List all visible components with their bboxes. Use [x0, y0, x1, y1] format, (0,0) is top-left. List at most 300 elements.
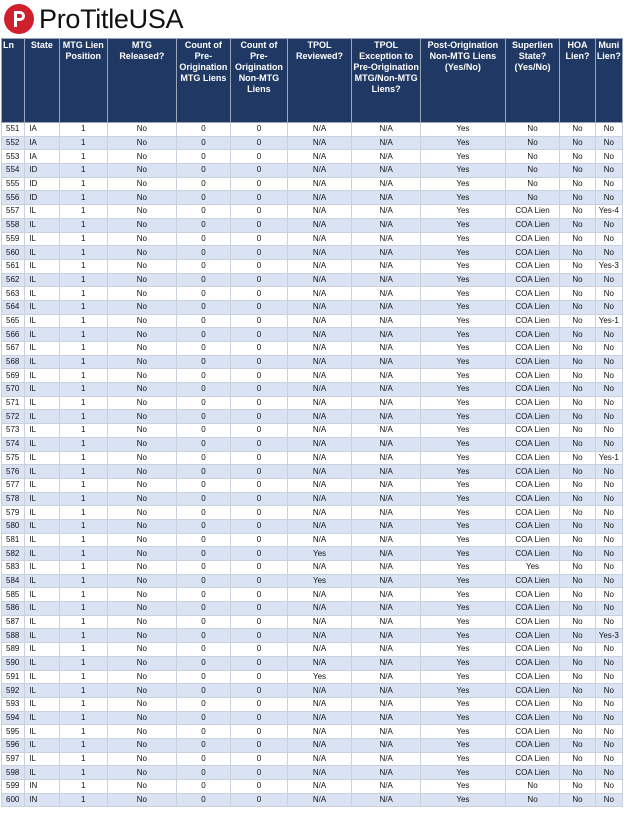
- table-cell: 1: [59, 588, 107, 602]
- table-cell: 0: [176, 191, 231, 205]
- table-cell: COA Lien: [505, 492, 560, 506]
- table-cell: COA Lien: [505, 342, 560, 356]
- table-row: [2, 300, 623, 314]
- table-cell: N/A: [287, 451, 352, 465]
- table-cell: No: [108, 561, 177, 575]
- table-cell: N/A: [287, 164, 352, 178]
- table-cell: No: [505, 136, 560, 150]
- table-cell: COA Lien: [505, 766, 560, 780]
- table-cell: 1: [59, 602, 107, 616]
- table-cell: N/A: [287, 752, 352, 766]
- table-cell: No: [595, 533, 622, 547]
- table-cell: COA Lien: [505, 259, 560, 273]
- table-cell: No: [595, 766, 622, 780]
- table-cell: N/A: [287, 519, 352, 533]
- table-cell: Yes: [420, 246, 505, 260]
- lien-table: [1, 38, 623, 807]
- table-cell: No: [108, 574, 177, 588]
- table-cell: No: [560, 697, 595, 711]
- table-cell: 0: [176, 273, 231, 287]
- table-cell: No: [595, 656, 622, 670]
- table-cell: COA Lien: [505, 355, 560, 369]
- table-cell: No: [108, 533, 177, 547]
- table-cell: IL: [25, 615, 59, 629]
- table-cell: 1: [59, 300, 107, 314]
- table-cell: 0: [176, 465, 231, 479]
- table-cell: Yes: [420, 725, 505, 739]
- table-cell: No: [560, 506, 595, 520]
- table-cell: N/A: [352, 383, 421, 397]
- table-cell: No: [595, 465, 622, 479]
- table-cell: 0: [231, 506, 288, 520]
- table-cell: N/A: [287, 437, 352, 451]
- table-cell: 0: [176, 383, 231, 397]
- table-cell: N/A: [352, 396, 421, 410]
- table-cell: Yes: [420, 205, 505, 219]
- table-cell: 563: [2, 287, 25, 301]
- table-cell: 0: [231, 656, 288, 670]
- table-cell: N/A: [287, 328, 352, 342]
- table-cell: 1: [59, 478, 107, 492]
- table-cell: 0: [176, 793, 231, 807]
- table-cell: IL: [25, 342, 59, 356]
- table-cell: No: [595, 519, 622, 533]
- table-cell: 0: [176, 232, 231, 246]
- table-cell: 0: [231, 300, 288, 314]
- table-cell: Yes: [420, 191, 505, 205]
- table-cell: IL: [25, 574, 59, 588]
- table-cell: N/A: [287, 218, 352, 232]
- table-cell: IL: [25, 547, 59, 561]
- table-cell: No: [595, 793, 622, 807]
- table-cell: Yes: [420, 519, 505, 533]
- table-cell: No: [595, 369, 622, 383]
- table-cell: COA Lien: [505, 205, 560, 219]
- table-cell: COA Lien: [505, 752, 560, 766]
- table-row: [2, 752, 623, 766]
- table-cell: IL: [25, 451, 59, 465]
- table-row: [2, 328, 623, 342]
- table-cell: N/A: [287, 191, 352, 205]
- table-cell: 0: [176, 205, 231, 219]
- table-row: [2, 451, 623, 465]
- table-cell: No: [560, 725, 595, 739]
- table-cell: 565: [2, 314, 25, 328]
- table-cell: 0: [176, 752, 231, 766]
- table-cell: COA Lien: [505, 533, 560, 547]
- table-cell: No: [505, 191, 560, 205]
- table-cell: 590: [2, 656, 25, 670]
- table-cell: N/A: [352, 355, 421, 369]
- table-cell: No: [108, 670, 177, 684]
- table-cell: No: [560, 232, 595, 246]
- table-row: [2, 150, 623, 164]
- table-cell: 558: [2, 218, 25, 232]
- table-cell: COA Lien: [505, 629, 560, 643]
- table-cell: 1: [59, 342, 107, 356]
- table-cell: No: [108, 328, 177, 342]
- table-cell: 0: [176, 478, 231, 492]
- table-cell: No: [560, 643, 595, 657]
- table-cell: No: [560, 752, 595, 766]
- table-cell: IL: [25, 287, 59, 301]
- table-cell: N/A: [287, 300, 352, 314]
- table-cell: 584: [2, 574, 25, 588]
- table-cell: N/A: [287, 656, 352, 670]
- table-cell: 0: [231, 684, 288, 698]
- table-cell: IL: [25, 259, 59, 273]
- table-row: [2, 547, 623, 561]
- table-cell: No: [505, 793, 560, 807]
- table-cell: 0: [176, 588, 231, 602]
- table-cell: 0: [176, 328, 231, 342]
- table-cell: 1: [59, 670, 107, 684]
- table-cell: No: [505, 123, 560, 137]
- table-cell: 1: [59, 629, 107, 643]
- table-cell: No: [108, 643, 177, 657]
- table-cell: N/A: [352, 684, 421, 698]
- table-row: [2, 396, 623, 410]
- table-cell: COA Lien: [505, 519, 560, 533]
- table-cell: No: [560, 738, 595, 752]
- table-cell: 0: [176, 547, 231, 561]
- table-cell: 0: [231, 355, 288, 369]
- table-cell: Yes: [420, 533, 505, 547]
- table-cell: 576: [2, 465, 25, 479]
- table-cell: 569: [2, 369, 25, 383]
- table-cell: No: [560, 259, 595, 273]
- table-cell: N/A: [287, 396, 352, 410]
- table-cell: No: [108, 150, 177, 164]
- table-cell: ID: [25, 164, 59, 178]
- table-cell: No: [560, 342, 595, 356]
- table-cell: IA: [25, 136, 59, 150]
- table-cell: N/A: [287, 711, 352, 725]
- table-cell: 1: [59, 123, 107, 137]
- table-cell: N/A: [352, 780, 421, 794]
- table-cell: 592: [2, 684, 25, 698]
- table-cell: 1: [59, 574, 107, 588]
- table-cell: IL: [25, 478, 59, 492]
- table-cell: 1: [59, 232, 107, 246]
- table-row: [2, 656, 623, 670]
- table-cell: 1: [59, 656, 107, 670]
- table-cell: Yes: [420, 629, 505, 643]
- table-cell: No: [560, 123, 595, 137]
- table-cell: Yes: [287, 547, 352, 561]
- table-cell: 0: [176, 643, 231, 657]
- table-cell: No: [108, 273, 177, 287]
- table-cell: No: [108, 246, 177, 260]
- column-header: Superlien State? (Yes/No): [505, 39, 560, 123]
- table-row: [2, 670, 623, 684]
- table-cell: No: [560, 369, 595, 383]
- table-row: [2, 711, 623, 725]
- table-cell: Yes: [420, 287, 505, 301]
- table-cell: 585: [2, 588, 25, 602]
- table-cell: 0: [231, 519, 288, 533]
- table-cell: No: [108, 259, 177, 273]
- table-cell: N/A: [352, 588, 421, 602]
- table-cell: COA Lien: [505, 437, 560, 451]
- table-cell: 0: [231, 437, 288, 451]
- table-cell: No: [560, 383, 595, 397]
- table-cell: N/A: [352, 218, 421, 232]
- table-cell: No: [560, 766, 595, 780]
- table-cell: No: [560, 519, 595, 533]
- table-cell: No: [595, 246, 622, 260]
- table-cell: No: [560, 136, 595, 150]
- table-cell: 567: [2, 342, 25, 356]
- column-header: HOA Lien?: [560, 39, 595, 123]
- table-cell: ID: [25, 191, 59, 205]
- table-cell: N/A: [352, 738, 421, 752]
- table-cell: No: [108, 615, 177, 629]
- table-cell: 1: [59, 369, 107, 383]
- column-header: TPOL Reviewed?: [287, 39, 352, 123]
- table-cell: 0: [231, 369, 288, 383]
- column-header: MTG Lien Position: [59, 39, 107, 123]
- table-cell: No: [108, 506, 177, 520]
- table-cell: 0: [231, 492, 288, 506]
- table-cell: 586: [2, 602, 25, 616]
- table-cell: 1: [59, 328, 107, 342]
- table-cell: N/A: [352, 519, 421, 533]
- table-cell: No: [560, 287, 595, 301]
- table-cell: COA Lien: [505, 725, 560, 739]
- table-cell: No: [595, 574, 622, 588]
- table-cell: 0: [231, 314, 288, 328]
- table-row: [2, 191, 623, 205]
- table-cell: 0: [231, 697, 288, 711]
- table-cell: N/A: [287, 136, 352, 150]
- table-cell: No: [108, 465, 177, 479]
- column-header: Count of Pre-Origination MTG Liens: [176, 39, 231, 123]
- table-cell: 571: [2, 396, 25, 410]
- table-cell: No: [560, 314, 595, 328]
- table-cell: No: [595, 670, 622, 684]
- table-cell: 0: [231, 670, 288, 684]
- table-cell: No: [595, 602, 622, 616]
- table-cell: 0: [231, 150, 288, 164]
- table-cell: 1: [59, 150, 107, 164]
- table-row: [2, 615, 623, 629]
- table-cell: IL: [25, 506, 59, 520]
- table-cell: No: [595, 725, 622, 739]
- table-cell: 0: [231, 123, 288, 137]
- table-cell: 0: [176, 410, 231, 424]
- table-cell: No: [108, 437, 177, 451]
- table-cell: N/A: [352, 287, 421, 301]
- table-cell: No: [560, 492, 595, 506]
- table-cell: Yes: [420, 684, 505, 698]
- table-cell: 0: [176, 670, 231, 684]
- table-cell: 0: [176, 396, 231, 410]
- table-cell: 557: [2, 205, 25, 219]
- table-cell: N/A: [352, 451, 421, 465]
- table-cell: Yes: [420, 314, 505, 328]
- table-cell: N/A: [287, 246, 352, 260]
- table-cell: No: [560, 656, 595, 670]
- table-cell: 1: [59, 533, 107, 547]
- table-cell: 1: [59, 246, 107, 260]
- column-header: Ln: [2, 39, 25, 123]
- table-cell: No: [108, 355, 177, 369]
- table-cell: Yes: [420, 437, 505, 451]
- table-cell: 0: [231, 478, 288, 492]
- table-cell: 0: [231, 547, 288, 561]
- table-cell: 0: [176, 164, 231, 178]
- table-cell: No: [595, 164, 622, 178]
- table-cell: No: [560, 437, 595, 451]
- table-cell: No: [108, 793, 177, 807]
- table-cell: COA Lien: [505, 451, 560, 465]
- table-cell: No: [560, 218, 595, 232]
- table-cell: No: [505, 177, 560, 191]
- table-cell: N/A: [287, 643, 352, 657]
- table-cell: 591: [2, 670, 25, 684]
- table-cell: 0: [176, 615, 231, 629]
- table-cell: N/A: [352, 506, 421, 520]
- table-cell: No: [595, 218, 622, 232]
- table-cell: N/A: [352, 164, 421, 178]
- table-cell: 0: [176, 123, 231, 137]
- table-cell: 552: [2, 136, 25, 150]
- table-cell: No: [560, 150, 595, 164]
- table-cell: No: [108, 191, 177, 205]
- table-cell: IL: [25, 396, 59, 410]
- table-row: [2, 697, 623, 711]
- table-cell: Yes-3: [595, 629, 622, 643]
- table-cell: 579: [2, 506, 25, 520]
- table-cell: 0: [231, 752, 288, 766]
- table-row: [2, 643, 623, 657]
- table-cell: N/A: [352, 561, 421, 575]
- table-cell: 0: [231, 588, 288, 602]
- table-cell: Yes: [420, 547, 505, 561]
- table-cell: N/A: [287, 588, 352, 602]
- table-cell: 0: [176, 738, 231, 752]
- table-cell: 0: [231, 738, 288, 752]
- table-cell: No: [108, 369, 177, 383]
- table-cell: No: [560, 629, 595, 643]
- table-cell: No: [560, 191, 595, 205]
- table-cell: No: [108, 232, 177, 246]
- table-cell: N/A: [352, 314, 421, 328]
- table-cell: COA Lien: [505, 615, 560, 629]
- table-cell: N/A: [287, 793, 352, 807]
- table-cell: IL: [25, 643, 59, 657]
- table-cell: No: [108, 383, 177, 397]
- table-cell: 561: [2, 259, 25, 273]
- table-cell: No: [560, 533, 595, 547]
- table-cell: IL: [25, 232, 59, 246]
- table-body: [2, 123, 623, 807]
- table-cell: No: [595, 123, 622, 137]
- table-cell: No: [108, 314, 177, 328]
- table-cell: No: [560, 451, 595, 465]
- table-cell: No: [560, 478, 595, 492]
- table-cell: No: [560, 396, 595, 410]
- table-cell: N/A: [352, 492, 421, 506]
- table-cell: 0: [231, 780, 288, 794]
- table-cell: 1: [59, 437, 107, 451]
- table-cell: No: [595, 738, 622, 752]
- table-cell: COA Lien: [505, 574, 560, 588]
- table-cell: IL: [25, 273, 59, 287]
- table-cell: N/A: [287, 123, 352, 137]
- table-cell: No: [108, 342, 177, 356]
- table-cell: 0: [231, 793, 288, 807]
- table-cell: 593: [2, 697, 25, 711]
- table-cell: IL: [25, 697, 59, 711]
- table-cell: 0: [231, 574, 288, 588]
- table-cell: No: [595, 588, 622, 602]
- table-cell: COA Lien: [505, 697, 560, 711]
- table-cell: IL: [25, 410, 59, 424]
- table-cell: Yes-3: [595, 259, 622, 273]
- table-cell: IA: [25, 123, 59, 137]
- table-cell: 0: [231, 451, 288, 465]
- table-cell: N/A: [352, 478, 421, 492]
- table-cell: 573: [2, 424, 25, 438]
- table-cell: 594: [2, 711, 25, 725]
- table-cell: 0: [231, 561, 288, 575]
- table-cell: 0: [176, 492, 231, 506]
- table-cell: 587: [2, 615, 25, 629]
- table-cell: No: [595, 300, 622, 314]
- table-cell: Yes: [420, 561, 505, 575]
- table-cell: No: [560, 780, 595, 794]
- table-cell: Yes: [420, 410, 505, 424]
- table-cell: IL: [25, 424, 59, 438]
- table-cell: IL: [25, 355, 59, 369]
- table-cell: No: [108, 424, 177, 438]
- column-header: MTG Released?: [108, 39, 177, 123]
- table-cell: N/A: [287, 259, 352, 273]
- table-cell: IL: [25, 656, 59, 670]
- table-cell: 0: [176, 574, 231, 588]
- table-cell: 0: [231, 615, 288, 629]
- table-cell: 554: [2, 164, 25, 178]
- table-cell: 0: [231, 136, 288, 150]
- table-cell: No: [560, 465, 595, 479]
- table-cell: Yes: [420, 273, 505, 287]
- table-cell: IL: [25, 629, 59, 643]
- table-cell: 1: [59, 465, 107, 479]
- table-cell: 588: [2, 629, 25, 643]
- table-row: [2, 437, 623, 451]
- table-cell: N/A: [287, 725, 352, 739]
- table-cell: Yes: [420, 738, 505, 752]
- table-row: [2, 478, 623, 492]
- table-cell: IL: [25, 766, 59, 780]
- table-cell: N/A: [287, 369, 352, 383]
- table-cell: No: [595, 383, 622, 397]
- table-cell: Yes: [420, 232, 505, 246]
- table-cell: No: [595, 191, 622, 205]
- table-cell: Yes-4: [595, 205, 622, 219]
- table-cell: 566: [2, 328, 25, 342]
- table-cell: No: [108, 519, 177, 533]
- table-cell: 1: [59, 259, 107, 273]
- table-cell: N/A: [352, 533, 421, 547]
- table-cell: Yes: [420, 177, 505, 191]
- table-cell: N/A: [352, 574, 421, 588]
- column-header: Count of Pre-Origination Non-MTG Liens: [231, 39, 288, 123]
- table-cell: No: [108, 766, 177, 780]
- table-cell: Yes: [420, 656, 505, 670]
